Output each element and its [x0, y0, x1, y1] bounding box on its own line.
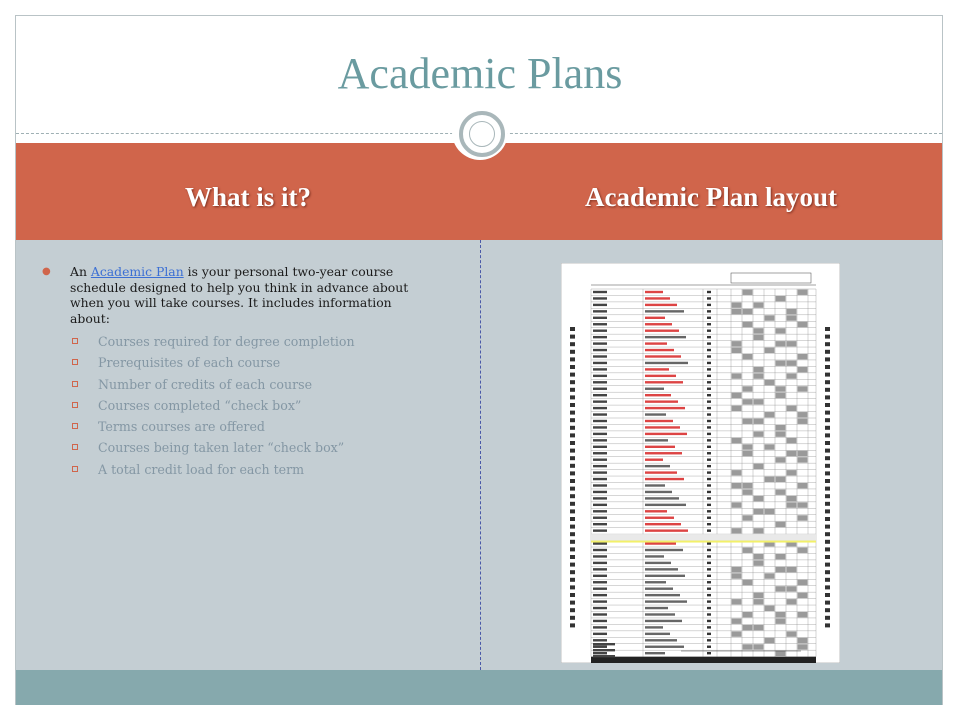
square-bullet-icon — [72, 466, 78, 472]
list-item: Courses completed “check box” — [70, 398, 427, 413]
right-column-heading: Academic Plan layout — [585, 182, 837, 212]
square-bullet-icon — [72, 444, 78, 450]
intro-prefix: An — [70, 264, 91, 279]
list-item: Terms courses are offered — [70, 419, 427, 434]
academic-plan-link[interactable]: Academic Plan — [90, 264, 184, 279]
column-divider — [480, 240, 481, 670]
intro-paragraph — [42, 264, 427, 326]
slide-title: Academic Plans — [337, 49, 623, 98]
list-item: Number of credits of each course — [70, 377, 427, 392]
left-column — [42, 264, 427, 483]
square-bullet-icon — [72, 381, 78, 387]
square-bullet-icon — [72, 402, 78, 408]
square-bullet-icon — [72, 359, 78, 365]
list-item: A total credit load for each term — [70, 462, 427, 477]
square-bullet-icon — [72, 338, 78, 344]
list-item: Courses required for degree completion — [70, 334, 427, 349]
list-item: Courses being taken later “check box” — [70, 440, 427, 455]
bullet-icon: ● — [42, 266, 51, 277]
info-list — [70, 334, 427, 477]
left-column-heading: What is it? — [184, 182, 311, 212]
footer-band — [16, 670, 942, 705]
academic-plan-form-graphic — [561, 263, 840, 663]
list-item: Prerequisites of each course — [70, 355, 427, 370]
square-bullet-icon — [72, 423, 78, 429]
intro-suffix: is your personal two-year course schedule designed to help you think in advance about when you will take courses. It includes information about: — [70, 264, 409, 326]
circle-ornament-icon — [459, 111, 505, 157]
academic-plan-form-image — [561, 263, 840, 663]
